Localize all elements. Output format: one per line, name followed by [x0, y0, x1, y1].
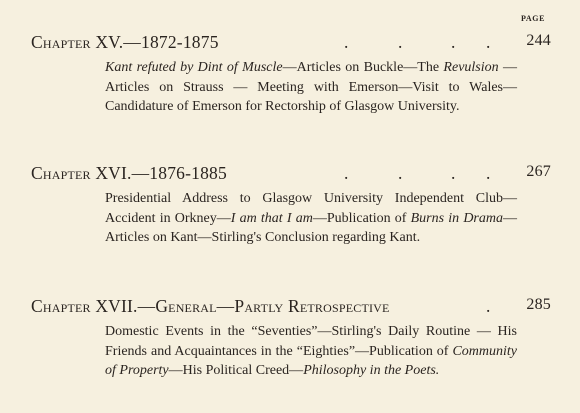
chapter-summary: [105, 58, 517, 117]
chapter-summary: [105, 322, 517, 381]
chapter-title: Chapter XV.—1872-1875: [31, 32, 219, 52]
summary-italic-text: Kant refuted by Dint of Muscle: [105, 60, 283, 75]
summary-italic-text: Burns in Drama: [410, 210, 503, 226]
summary-text: Presidential Address to Glasgow University Independent Club—Accident in Orkney—: [105, 191, 517, 226]
chapter-summary: [105, 189, 517, 248]
summary-text: — Articles on Strauss — Meeting with Emerson—Visit to Wales—Candidature of Emerson for Rectorship of Glasgow University.: [105, 60, 517, 114]
page-column-label: PAGE: [521, 14, 546, 23]
chapter-heading: Chapter XVI.—1876-1885 . . . . 267: [31, 163, 551, 183]
chapter-entry: [31, 163, 551, 248]
summary-text: —His Political Creed—: [168, 363, 304, 378]
chapter-heading: Chapter XV.—1872-1875 . . . . 244: [31, 32, 551, 52]
chapter-title: Chapter XVI.—1876-1885: [31, 163, 227, 183]
summary-text: Domestic Events in the “Seventies”—Stirling's Daily Routine — His Friends and Acquaintances in the “Eighties”—Publication of: [105, 324, 517, 359]
summary-text: —Articles on Kant—Stirling's Conclusion regarding Kant.: [105, 210, 517, 245]
summary-italic-text: I am that I am: [230, 210, 313, 226]
chapter-heading: Chapter XVII.—General—Partly Retrospective . 285: [31, 296, 551, 316]
page-number: 244: [526, 32, 551, 49]
summary-italic-text: Community of Property: [105, 343, 517, 378]
summary-text: —Articles on Buckle—The: [282, 60, 444, 75]
chapter-title: Chapter XVII.—General—Partly Retrospective: [31, 296, 390, 316]
summary-text: —Publication of: [312, 210, 411, 226]
summary-italic-text: Revulsion: [443, 60, 499, 75]
chapter-entry: [31, 32, 551, 117]
chapter-entry: [31, 296, 551, 381]
summary-italic-text: Philosophy in the Poets.: [303, 363, 440, 378]
page-number: 285: [526, 296, 551, 313]
page-number: 267: [526, 163, 551, 180]
